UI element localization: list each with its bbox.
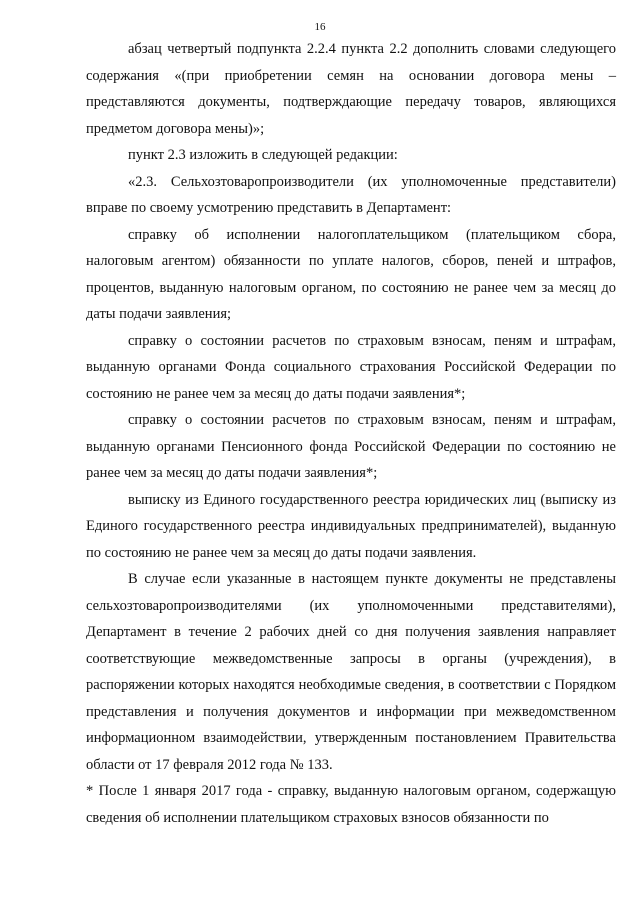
- footnote: * После 1 января 2017 года - справку, выданную налоговым органом, содержащую сведения об исполнении плательщиком страховых взносов обязанности по: [86, 783, 616, 826]
- paragraph: справку о состоянии расчетов по страховым взносам, пеням и штрафам, выданную органами Пенсионного фонда Российской Федерации по состоянию не ранее чем за месяц до даты подачи заявления*;: [86, 412, 616, 481]
- paragraph: абзац четвертый подпункта 2.2.4 пункта 2.2 дополнить словами следующего содержания «(при приобретении семян на основании договора мены – представляются документы, подтверждающие передачу товаров, являющихся предметом договора мены)»;: [86, 41, 616, 137]
- paragraph: справку об исполнении налогоплательщиком (плательщиком сбора, налоговым агентом) обязанности по уплате налогов, сборов, пеней и штрафов, процентов, выданную налоговым органом, по состоянию не ранее чем за месяц до даты подачи заявления;: [86, 226, 616, 322]
- paragraph: пункт 2.3 изложить в следующей редакции:: [128, 147, 398, 163]
- document-body: [86, 36, 616, 831]
- paragraph: «2.3. Сельхозтоваропроизводители (их уполномоченные представители) вправе по своему усмотрению представить в Департамент:: [86, 173, 616, 216]
- paragraph: справку о состоянии расчетов по страховым взносам, пеням и штрафам, выданную органами Фонда социального страхования Российской Федерации по состоянию не ранее чем за месяц до даты подачи заявления*;: [86, 332, 616, 402]
- page-number: 16: [314, 21, 326, 33]
- paragraph: В случае если указанные в настоящем пункте документы не представлены сельхозтоваропроизводителями (их уполномоченными представителями), Департамент в течение 2 рабочих дней со дня получения заявления направляет соответствующие межведомственные запросы в органы (учреждения), в распоряжении которых находятся необходимые сведения, в соответствии с Порядком представления и получения документов и информации при межведомственном информационном взаимодействии, утвержденным постановлением Правительства области от 17 февраля 2012 года № 133.: [86, 571, 616, 773]
- paragraph: выписку из Единого государственного реестра юридических лиц (выписку из Единого государственного реестра индивидуальных предпринимателей), выданную по состоянию не ранее чем за месяц до даты подачи заявления.: [86, 491, 616, 561]
